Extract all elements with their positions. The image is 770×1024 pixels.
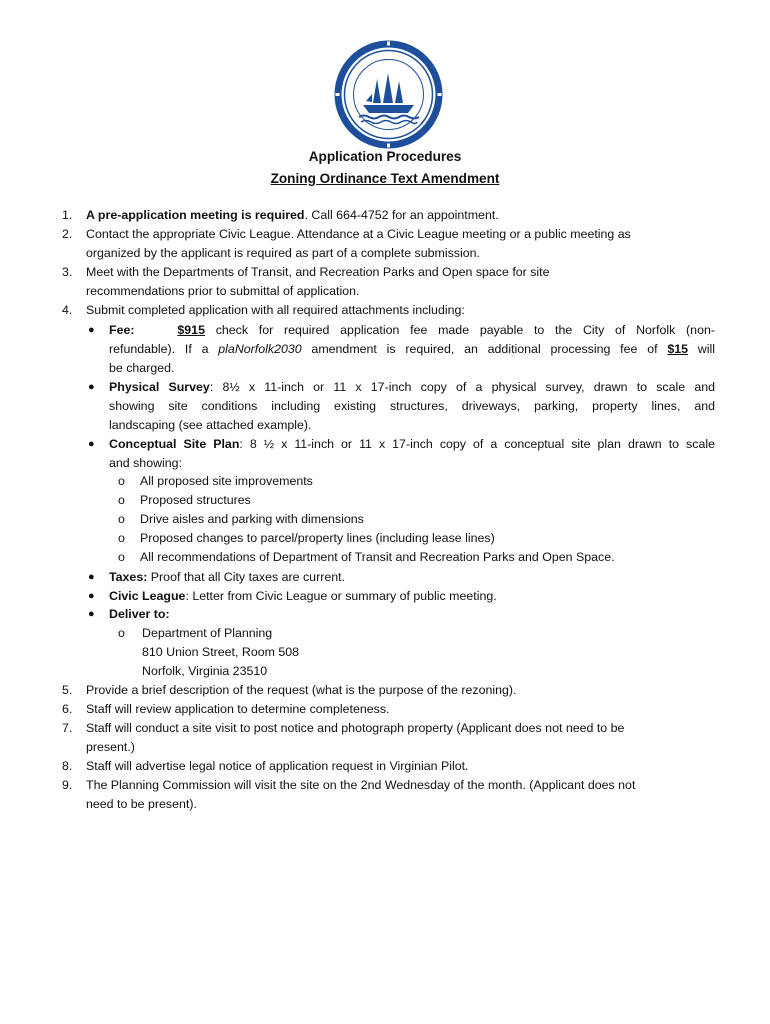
- page-subtitle: Zoning Ordinance Text Amendment: [270, 171, 500, 186]
- concept-line: and showing:: [109, 456, 183, 470]
- concept-label: Conceptual Site Plan: [109, 437, 240, 451]
- item-number: 7.: [62, 721, 73, 735]
- taxes-line: Taxes: Proof that all City taxes are current.: [109, 570, 345, 584]
- list-item: [86, 206, 499, 224]
- sub-list-item: Proposed changes to parcel/property lines (including lease lines): [140, 531, 495, 545]
- sub-bullet-icon: o: [118, 474, 125, 488]
- item-number: 4.: [62, 303, 73, 317]
- address-line: Department of Planning: [142, 626, 273, 640]
- item-number: 2.: [62, 227, 73, 241]
- city-seal-logo: [333, 39, 444, 150]
- sub-list-item: All proposed site improvements: [140, 474, 313, 488]
- survey-line: showing site conditions including existing structures, driveways, parking, property lines, and: [109, 399, 715, 413]
- concept-line: Conceptual Site Plan: 8 ½ x 11-inch or 11 x 17-inch copy of a conceptual site plan drawn to scale: [109, 437, 715, 451]
- list-item: Submit completed application with all required attachments including:: [86, 303, 465, 317]
- plan-name: plaNorfolk2030: [218, 342, 302, 356]
- bullet-icon: ●: [88, 324, 95, 336]
- fee-line: be charged.: [109, 361, 175, 375]
- address-line: Norfolk, Virginia 23510: [142, 664, 268, 678]
- bullet-icon: ●: [88, 381, 95, 393]
- sub-bullet-icon: o: [118, 626, 125, 640]
- fee-label: Fee:: [109, 323, 135, 337]
- deliver-label: Deliver to:: [109, 607, 170, 621]
- item-bold-text: A pre-application meeting is required: [86, 208, 305, 222]
- list-item: The Planning Commission will visit the site on the 2nd Wednesday of the month. (Applicant does not: [86, 778, 636, 792]
- fee-amount: $915: [177, 323, 205, 337]
- list-item: Contact the appropriate Civic League. Attendance at a Civic League meeting or a public meeting as: [86, 227, 631, 241]
- civic-line: Civic League: Letter from Civic League or summary of public meeting.: [109, 589, 497, 603]
- sub-bullet-icon: o: [118, 493, 125, 507]
- item-number: 9.: [62, 778, 73, 792]
- list-item-continued: organized by the applicant is required as part of a complete submission.: [86, 246, 480, 260]
- page-title: Application Procedures: [308, 149, 462, 164]
- list-item-continued: need to be present).: [86, 797, 197, 811]
- bullet-icon: ●: [88, 590, 95, 602]
- bullet-icon: ●: [88, 438, 95, 450]
- address-line: 810 Union Street, Room 508: [142, 645, 300, 659]
- list-item-continued: recommendations prior to submittal of application.: [86, 284, 360, 298]
- bullet-icon: ●: [88, 608, 95, 620]
- list-item: Meet with the Departments of Transit, and Recreation Parks and Open space for site: [86, 265, 550, 279]
- sub-list-item: All recommendations of Department of Transit and Recreation Parks and Open Space.: [140, 550, 615, 564]
- taxes-label: Taxes:: [109, 570, 148, 584]
- item-text: . Call 664-4752 for an appointment.: [304, 208, 499, 222]
- list-item: Staff will conduct a site visit to post notice and photograph property (Applicant does not need to be: [86, 721, 625, 735]
- survey-label: Physical Survey: [109, 380, 210, 394]
- survey-line: landscaping (see attached example).: [109, 418, 312, 432]
- list-item-continued: present.): [86, 740, 135, 754]
- sub-bullet-icon: o: [118, 512, 125, 526]
- fee-line: Fee: $915 check for required application fee made payable to the City of Norfolk (non-: [109, 323, 715, 337]
- sub-list-item: Drive aisles and parking with dimensions: [140, 512, 364, 526]
- bullet-icon: ●: [88, 571, 95, 583]
- item-number: 8.: [62, 759, 73, 773]
- additional-fee: $15: [667, 342, 689, 356]
- fee-line: refundable). If a plaNorfolk2030 amendment is required, an additional processing fee of $15 will: [109, 342, 716, 356]
- survey-line: Physical Survey: 8½ x 11-inch or 11 x 17-inch copy of a physical survey, drawn to scale and: [109, 380, 716, 394]
- item-number: 1.: [62, 208, 73, 222]
- list-item: Staff will advertise legal notice of application request in Virginian Pilot.: [86, 759, 469, 773]
- sub-bullet-icon: o: [118, 531, 125, 545]
- sub-bullet-icon: o: [118, 550, 125, 564]
- item-number: 5.: [62, 683, 73, 697]
- civic-label: Civic League: [109, 589, 186, 603]
- item-number: 3.: [62, 265, 73, 279]
- list-item: Staff will review application to determine completeness.: [86, 702, 390, 716]
- list-item: Provide a brief description of the request (what is the purpose of the rezoning).: [86, 683, 517, 697]
- item-number: 6.: [62, 702, 73, 716]
- sub-list-item: Proposed structures: [140, 493, 251, 507]
